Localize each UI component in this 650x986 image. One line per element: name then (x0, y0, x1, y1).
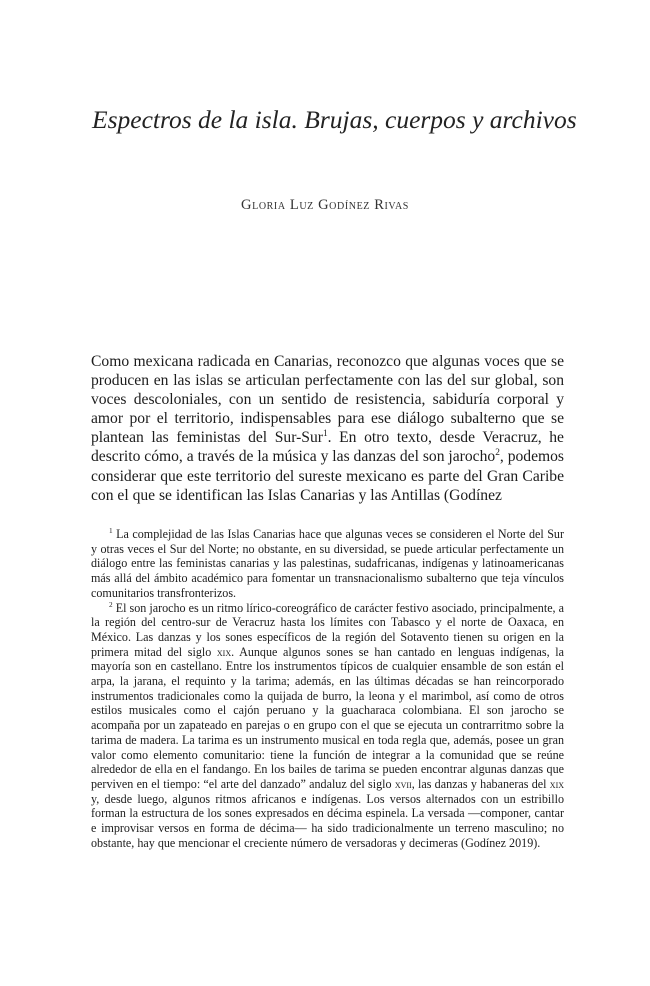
body-text (91, 352, 564, 505)
footnote-2-text: , las danzas y habaneras del (411, 776, 550, 791)
body-text-part: , podemos considerar que este territorio del sureste mexicano es parte del Gran Caribe con el que se identifican las Islas Canarias y las Antillas (Godínez (91, 448, 564, 504)
century-numeral: xix (216, 644, 232, 659)
century-numeral: xix (549, 776, 565, 791)
footnote-number-1: 1 (109, 526, 113, 535)
footnote-number-2: 2 (109, 600, 113, 609)
footnote-1 (91, 527, 564, 601)
footnote-2-text: El son jarocho es un ritmo lírico-coreográfico de carácter festivo asociado, principalmente, a la región del centro-sur de Veracruz hasta los límites con Tabasco y el norte de Oaxaca, en México. Las danzas y los sones específicos de la región del Sotavento tienen su origen en la primera mitad del siglo (91, 600, 565, 659)
footnote-ref-1[interactable]: 1 (322, 429, 328, 440)
century-numeral: xvii (394, 776, 412, 791)
footnotes (91, 527, 564, 850)
footnote-ref-2[interactable]: 2 (495, 448, 500, 459)
footnote-1-text: La complejidad de las Islas Canarias hace que algunas veces se consideren el Norte del Sur y otras veces el Sur del Norte; no obstante, en su diversidad, se puede articular perfectamente un diálogo entre las feministas canarias y las palestinas, sudafricanas, indígenas y latinoamericanas más allá del ámbito académico para fomentar un transnacionalismo subalterno que teja vínculos comunitarios transfronterizos. (91, 527, 565, 600)
footnote-2-text: y, desde luego, algunos ritmos africanos e indígenas. Los versos alternados con un estribillo forman la estructura de los sones expresados en décima espinela. La versada —componer, cantar e improvisar versos en forma de décima— ha sido tradicionalmente un terreno masculino; no obstante, hay que mencionar el creciente número de versadoras y decimeras (Godínez 2019). (91, 791, 564, 850)
body-paragraph (91, 352, 564, 505)
footnote-2-text: . Aunque algunos sones se han cantado en lenguas indígenas, la mayoría son en castellano. Entre los instrumentos típicos de cualquier ensamble de son están el arpa, la jarana, el requinto y la tarima; además, en las últimas décadas se han reincorporado instrumentos tradicionales como la quijada de burro, la leona y el marimbol, así como de otros estilos musicales como el cajón peruano y la guacharaca colombiana. El son jarocho se acompaña por un zapateado en parejas o en grupo con el que se ejecuta un contrarritmo sobre la tarima de madera. La tarima es un instrumento musical en toda regla que, además, posee un gran valor como elemento comunitario: tiene la función de integrar a la comunidad que se reúne alrededor de ella en el fandango. En los bailes de tarima se pueden encontrar algunas danzas que perviven en el tiempo: “el arte del danzado” andaluz del siglo (91, 644, 564, 791)
chapter-title: Espectros de la isla. Brujas, cuerpos y archivos (92, 105, 577, 134)
body-text-part: . En otro texto, desde Veracruz, he descrito cómo, a través de la música y las danzas del son jarocho (91, 429, 564, 466)
footnote-2 (91, 601, 564, 851)
body-text-part: Como mexicana radicada en Canarias, reconozco que algunas voces que se producen en las islas se articulan perfectamente con las del sur global, son voces descoloniales, con un sentido de resistencia, sabiduría corporal y amor por el territorio, indispensables para ese diálogo subalterno que se plantean las feministas del Sur-Sur (91, 353, 564, 447)
author-name: Gloria Luz Godínez Rivas (241, 197, 409, 213)
